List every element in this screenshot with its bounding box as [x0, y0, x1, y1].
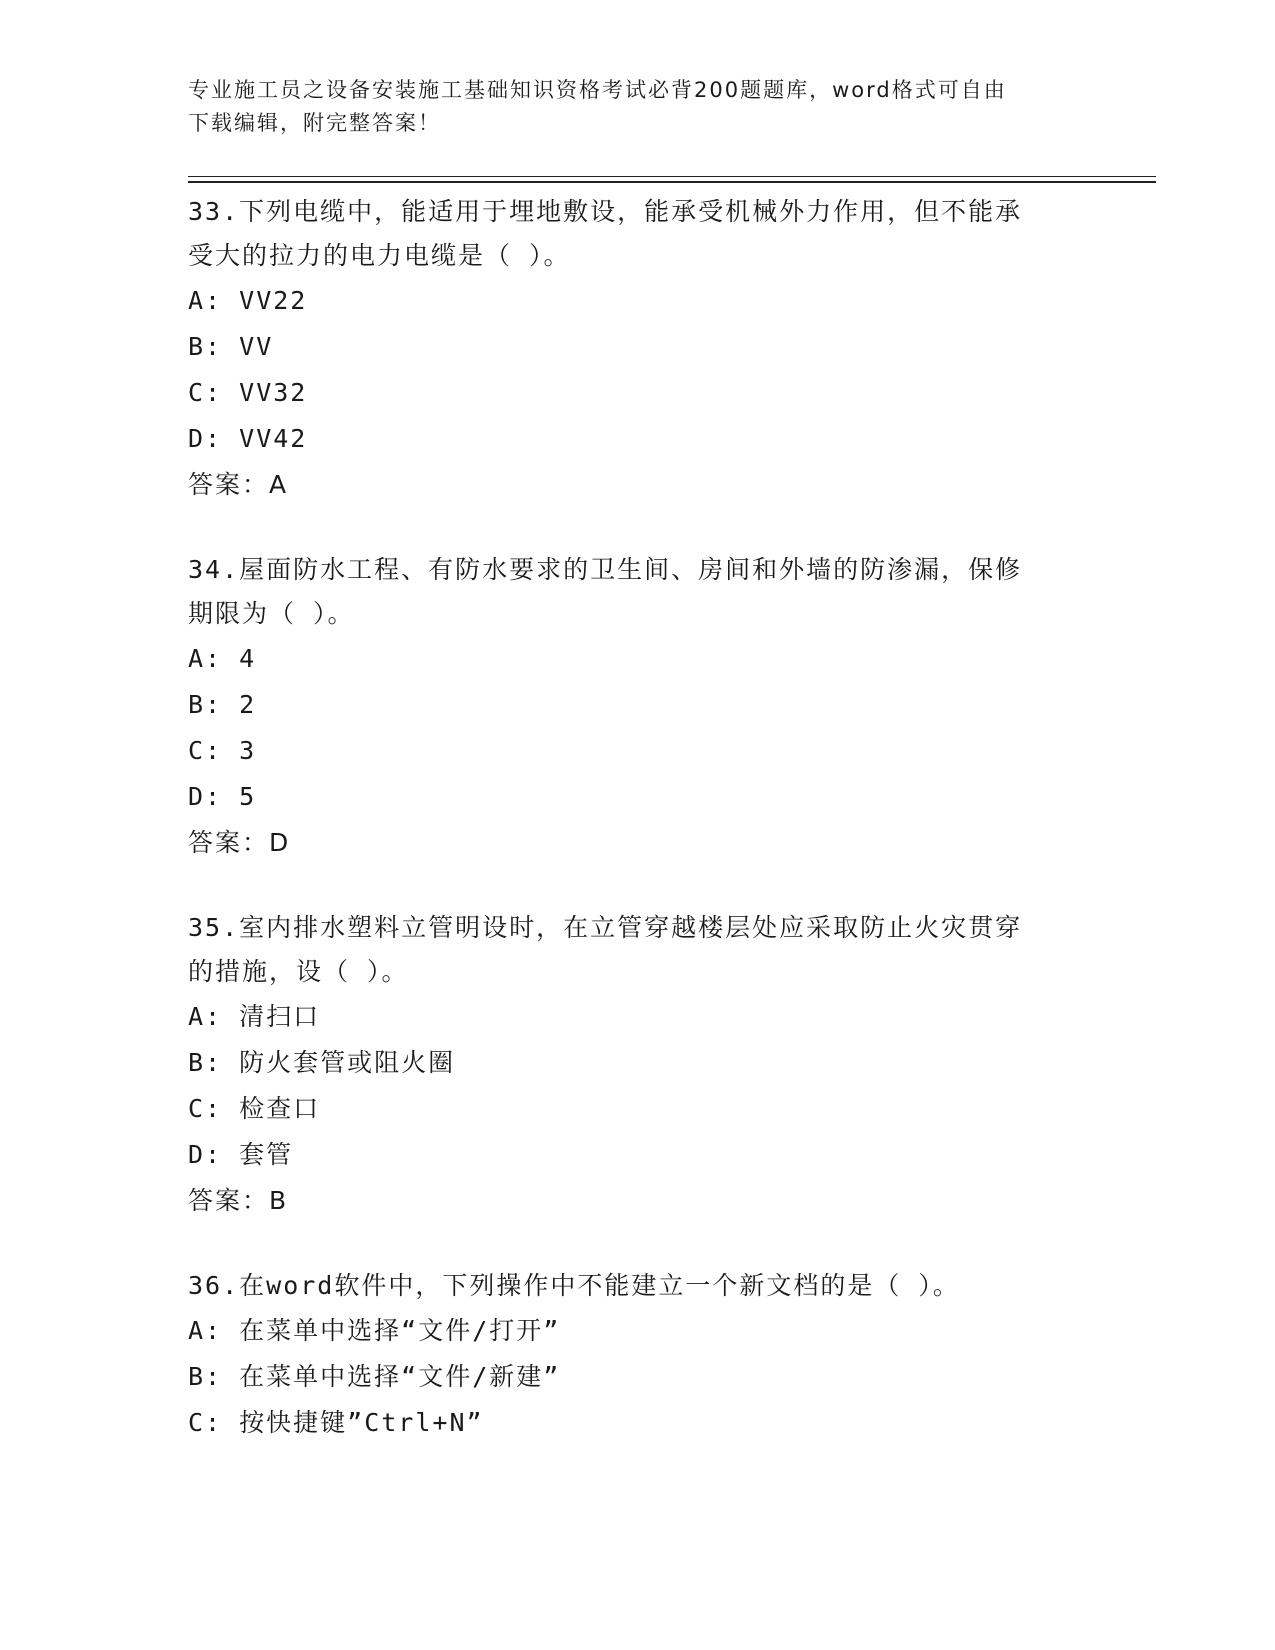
question-text-line: 35.室内排水塑料立管明设时，在立管穿越楼层处应采取防止火灾贯穿: [188, 913, 1023, 942]
option-d: D: VV42: [188, 424, 308, 453]
option-a: A: 4: [188, 644, 257, 673]
option-b: B: 2: [188, 690, 257, 719]
option-a: A: 在菜单中选择“文件/打开”: [188, 1316, 561, 1345]
option-b: B: VV: [188, 332, 274, 361]
question-34: [188, 548, 1088, 866]
header-divider-thin: [188, 176, 1156, 177]
option-b: B: 防火套管或阻火圈: [188, 1048, 456, 1077]
answer: 答案：D: [188, 828, 291, 857]
question-text-line: 36.在word软件中，下列操作中不能建立一个新文档的是（ ）。: [188, 1271, 960, 1300]
option-a: A: 清扫口: [188, 1002, 321, 1031]
question-text: [188, 906, 1088, 994]
question-text-line: 期限为（ ）。: [188, 599, 355, 628]
option-b: B: 在菜单中选择“文件/新建”: [188, 1362, 561, 1391]
question-text: [188, 190, 1088, 278]
option-c: C: 按快捷键”Ctrl+N”: [188, 1408, 484, 1437]
question-text-line: 受大的拉力的电力电缆是（ ）。: [188, 241, 571, 270]
document-header: [188, 74, 1068, 140]
answer: 答案：B: [188, 1186, 289, 1215]
question-text-line: 33.下列电缆中，能适用于埋地敷设，能承受机械外力作用，但不能承: [188, 197, 1023, 226]
option-c: C: 3: [188, 736, 257, 765]
option-c: C: VV32: [188, 378, 308, 407]
header-line-2: 下载编辑，附完整答案！: [188, 111, 441, 135]
question-text-line: 的措施，设（ ）。: [188, 957, 409, 986]
question-33: [188, 190, 1088, 508]
question-text: [188, 1264, 1088, 1308]
answer: 答案：A: [188, 470, 289, 499]
question-list: [188, 190, 1088, 1446]
question-35: [188, 906, 1088, 1224]
question-36: [188, 1264, 1088, 1446]
header-line-1: 专业施工员之设备安装施工基础知识资格考试必背200题题库，word格式可自由: [188, 78, 1007, 102]
option-a: A: VV22: [188, 286, 308, 315]
option-d: D: 5: [188, 782, 257, 811]
option-d: D: 套管: [188, 1140, 294, 1169]
question-text: [188, 548, 1088, 636]
question-text-line: 34.屋面防水工程、有防水要求的卫生间、房间和外墙的防渗漏，保修: [188, 555, 1023, 584]
header-divider-thick: [188, 181, 1156, 183]
option-c: C: 检查口: [188, 1094, 321, 1123]
